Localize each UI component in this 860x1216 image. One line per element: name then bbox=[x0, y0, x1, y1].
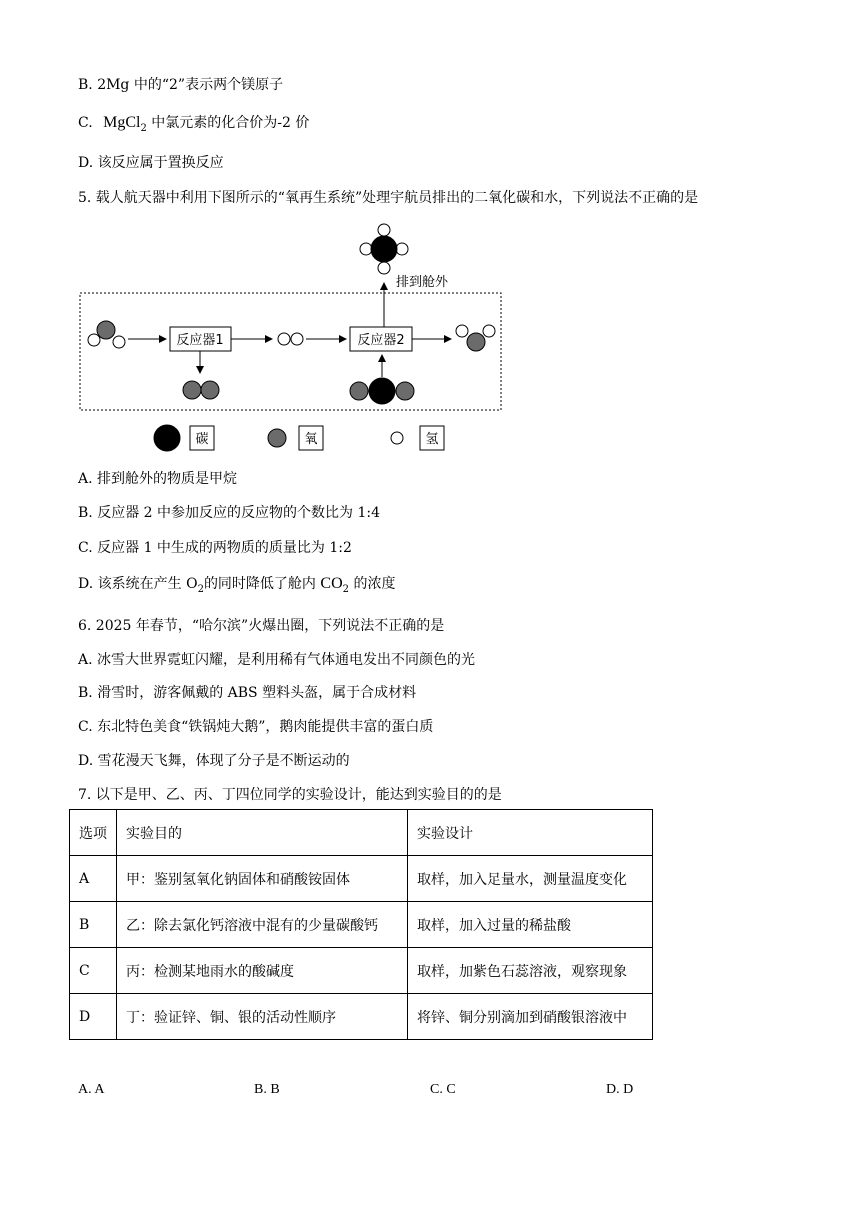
row-design: 取样，加入足量水，测量温度变化 bbox=[408, 856, 653, 902]
o2-subscript: 2 bbox=[197, 583, 204, 595]
row-option: A bbox=[70, 856, 117, 902]
legend-hydrogen-label: 氢 bbox=[425, 432, 439, 447]
vent-label: 排到舱外 bbox=[396, 275, 449, 290]
system-boundary bbox=[80, 293, 501, 410]
reactor-1-label: 反应器1 bbox=[176, 333, 224, 348]
carbon-dioxide-molecule bbox=[350, 378, 414, 404]
q6-option-d: D. 雪花漫天飞舞，体现了分子是不断运动的 bbox=[78, 753, 350, 769]
row-option: B bbox=[70, 902, 117, 948]
q5-option-c: C. 反应器 1 中生成的两物质的质量比为 1:2 bbox=[78, 540, 352, 556]
header-purpose: 实验目的 bbox=[117, 810, 408, 856]
q4-option-c-label: C. bbox=[78, 115, 93, 131]
table-row bbox=[70, 856, 653, 902]
q5-option-d bbox=[78, 573, 395, 595]
table-header-row bbox=[70, 810, 653, 856]
q6-option-a: A. 冰雪大世界霓虹闪耀，是利用稀有气体通电发出不同颜色的光 bbox=[78, 652, 476, 668]
table-row bbox=[70, 994, 653, 1040]
water-molecule-output bbox=[456, 325, 495, 351]
oxygen-regeneration-diagram bbox=[0, 0, 860, 470]
carbon-legend-icon bbox=[154, 425, 180, 451]
header-option: 选项 bbox=[70, 810, 117, 856]
row-option: D bbox=[70, 994, 117, 1040]
q5-option-b: B. 反应器 2 中参加反应的反应物的个数比为 1:4 bbox=[78, 505, 380, 521]
hydrogen-legend-icon bbox=[391, 432, 403, 444]
q6-stem: 6. 2025 年春节，“哈尔滨”火爆出圈，下列说法不正确的是 bbox=[78, 618, 445, 634]
legend-oxygen-label: 氧 bbox=[304, 432, 318, 447]
row-purpose: 乙：除去氯化钙溶液中混有的少量碳酸钙 bbox=[117, 902, 408, 948]
q7-choice-d: D. D bbox=[606, 1082, 634, 1097]
table-row bbox=[70, 948, 653, 994]
row-design: 取样，加入过量的稀盐酸 bbox=[408, 902, 653, 948]
q6-option-b: B. 滑雪时，游客佩戴的 ABS 塑料头盔，属于合成材料 bbox=[78, 685, 417, 701]
q5-option-d-text2: 的同时降低了舱内 bbox=[203, 576, 321, 592]
q7-choice-a: A. A bbox=[78, 1082, 105, 1097]
oxygen-legend-icon bbox=[268, 429, 286, 447]
q4-option-d: D. 该反应属于置换反应 bbox=[78, 155, 224, 171]
row-purpose: 甲：鉴别氢氧化钠固体和硝酸铵固体 bbox=[117, 856, 408, 902]
legend bbox=[154, 425, 444, 451]
row-purpose: 丁：验证锌、铜、银的活动性顺序 bbox=[117, 994, 408, 1040]
q5-option-d-text1: D. 该系统在产生 O bbox=[78, 576, 198, 592]
q4-option-c-text: 中氯元素的化合价为-2 价 bbox=[146, 115, 310, 131]
methane-molecule bbox=[360, 224, 408, 274]
q7-choice-b: B. B bbox=[254, 1082, 280, 1097]
reactor-2-label: 反应器2 bbox=[357, 333, 405, 348]
q5-option-d-text3: 的浓度 bbox=[349, 576, 396, 592]
co2-formula: CO bbox=[320, 575, 343, 592]
q5-stem: 5. 载人航天器中利用下图所示的“氧再生系统”处理宇航员排出的二氧化碳和水，下列说法不正确的是 bbox=[78, 190, 699, 206]
mgcl2-formula: MgCl bbox=[103, 114, 141, 131]
q7-choice-c: C. C bbox=[430, 1082, 456, 1097]
oxygen-molecule bbox=[183, 381, 219, 399]
hydrogen-molecule bbox=[278, 333, 303, 345]
q7-stem: 7. 以下是甲、乙、丙、丁四位同学的实验设计，能达到实验目的的是 bbox=[78, 787, 502, 803]
q5-option-a: A. 排到舱外的物质是甲烷 bbox=[78, 471, 238, 487]
row-purpose: 丙：检测某地雨水的酸碱度 bbox=[117, 948, 408, 994]
q6-option-c: C. 东北特色美食“铁锅炖大鹅”，鹅肉能提供丰富的蛋白质 bbox=[78, 719, 434, 735]
experiment-table bbox=[69, 809, 653, 1040]
row-design: 取样，加紫色石蕊溶液，观察现象 bbox=[408, 948, 653, 994]
header-design: 实验设计 bbox=[408, 810, 653, 856]
water-molecule-input bbox=[88, 321, 125, 348]
legend-carbon-label: 碳 bbox=[195, 432, 209, 447]
co2-subscript: 2 bbox=[342, 583, 349, 595]
table-row bbox=[70, 902, 653, 948]
q4-option-b: B. 2Mg 中的“2”表示两个镁原子 bbox=[78, 77, 284, 93]
row-design: 将锌、铜分别滴加到硝酸银溶液中 bbox=[408, 994, 653, 1040]
mgcl2-subscript: 2 bbox=[140, 122, 147, 134]
row-option: C bbox=[70, 948, 117, 994]
